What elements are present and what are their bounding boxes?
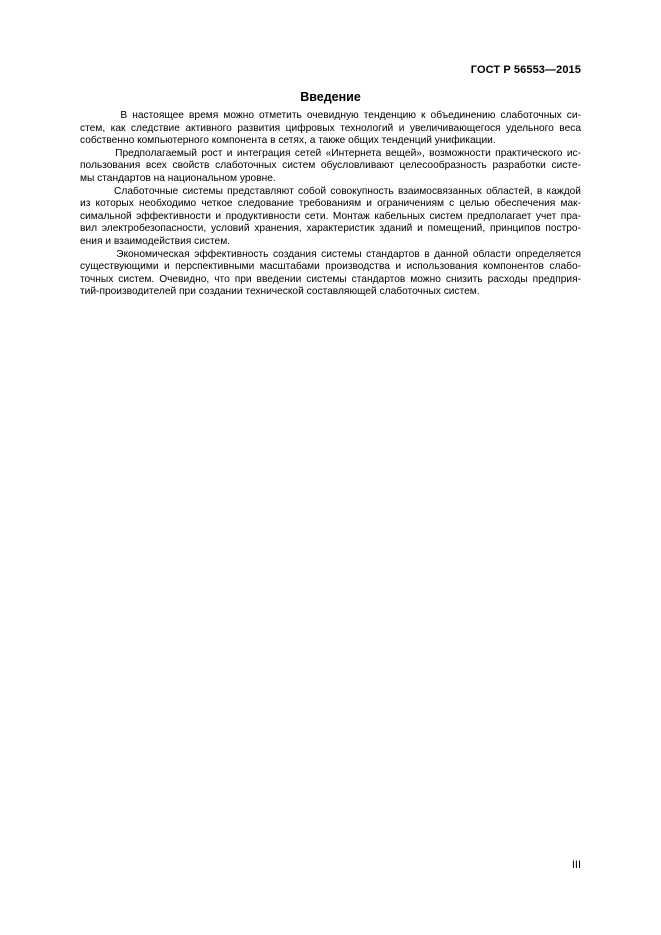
document-code: ГОСТ Р 56553—2015 (470, 64, 581, 76)
text-line: В настоящее время можно отметить очевидную тенденцию к объединению слаботочных си- (80, 110, 581, 121)
paragraph (80, 110, 581, 148)
introduction-body (80, 110, 581, 299)
text-line: пользования всех свойств слаботочных систем обусловливают целесообразность разработки систе- (80, 160, 581, 172)
paragraph (80, 249, 581, 299)
text-line: ения и взаимодействия систем. (80, 235, 231, 247)
text-line: симальной эффективности и продуктивности сети. Монтаж кабельных систем предполагает учет пра- (80, 210, 581, 222)
text-line: мы стандартов на национальном уровне. (80, 172, 276, 184)
text-line: собственно компьютерного компонента в сетях, а также общих тенденций унификации. (80, 135, 496, 147)
page-number: III (571, 859, 581, 871)
text-line: Предполагаемый рост и интеграция сетей «Интернета вещей», возможности практического ис- (80, 147, 581, 159)
text-line: Слаботочные системы представляют собой совокупность взаимосвязанных областей, в каждой (80, 185, 581, 197)
paragraph (80, 148, 581, 186)
text-line: вил электробезопасности, условий хранения, характеристик зданий и помещений, принципов постро- (80, 223, 581, 235)
text-line: из которых необходимо четкое следование требованиям и ограничениям с целью обеспечения мак- (80, 198, 581, 210)
text-line: тий-производителей при создании технической составляющей слаботочных систем. (80, 286, 480, 298)
text-line: стем, как следствие активного развития цифровых технологий и увеличивающегося удельного веса (80, 122, 581, 134)
paragraph (80, 186, 581, 249)
text-line: существующими и перспективными масштабами производства и использования компонентов слабо- (80, 261, 581, 273)
section-title: Введение (300, 90, 361, 104)
text-line: точных систем. Очевидно, что при введении системы стандартов можно снизить расходы предприя- (80, 273, 581, 285)
text-line: Экономическая эффективность создания системы стандартов в данной области определяется (80, 248, 581, 260)
